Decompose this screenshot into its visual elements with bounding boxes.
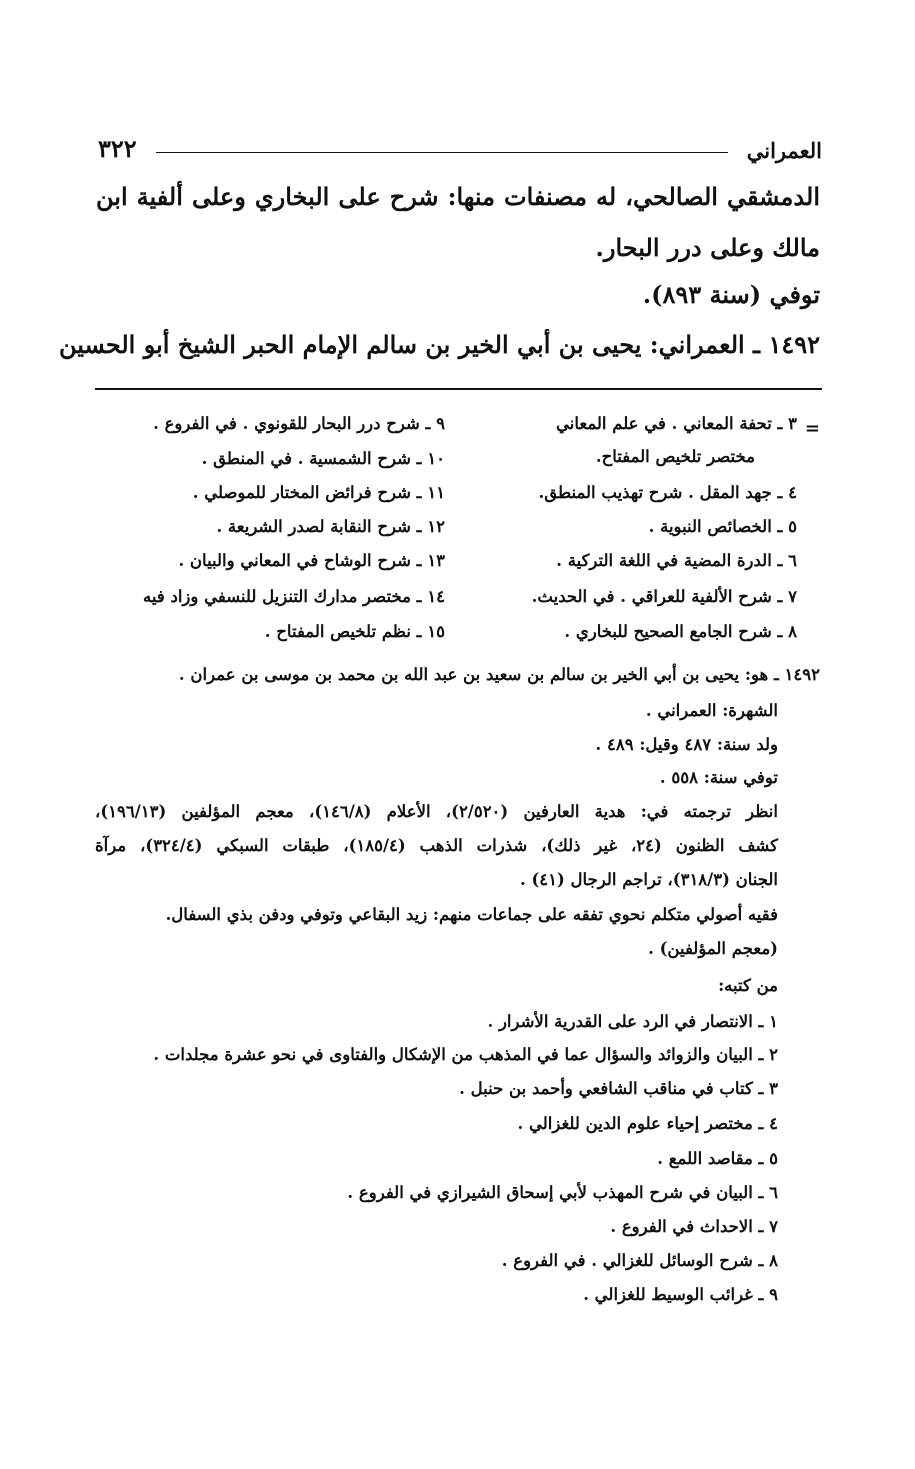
footnote-line: ٧ ـ الاحداث في الفروع . [610, 1217, 778, 1236]
footnote-line: ٢ ـ البيان والزوائد والسؤال عما في المذهب من الإشكال والفتاوى في نحو عشرة مجلدات . [153, 1045, 778, 1064]
footnote-line: ٣ ـ كتاب في مناقب الشافعي وأحمد بن حنبل . [459, 1079, 778, 1098]
list-item: ١٢ ـ شرح النقابة لصدر الشريعة . [216, 517, 445, 536]
running-header [98, 134, 822, 168]
footnote-line: ١٤٩٢ ـ هو: يحيى بن أبي الخير بن سالم بن سعيد بن عبد الله بن محمد بن موسى بن عمران . [178, 665, 820, 684]
list-item: ٩ ـ شرح درر البحار للقونوي . في الفروع . [153, 414, 445, 433]
body-line: مالك وعلى درر البحار. [595, 233, 820, 262]
footnote-line: ولد سنة: ٤٨٧ وقيل: ٤٨٩ . [595, 735, 778, 754]
footnote-line: كشف الظنون (٢٤، غير ذلك)، شذرات الذهب (١٨٥/٤)، طبقات السبكي (٣٢٤/٤)، مرآة [95, 836, 778, 855]
footnote-rule [95, 388, 822, 390]
running-title: العمراني [746, 138, 822, 163]
list-item: ١١ ـ شرح فرائض المختار للموصلي . [192, 483, 445, 502]
footnote-line: (معجم المؤلفين) . [648, 939, 778, 958]
list-item: ١٠ ـ شرح الشمسية . في المنطق . [201, 449, 445, 468]
continuation-marker: = [804, 418, 820, 439]
footnote-line: ٩ ـ غرائب الوسيط للغزالي . [583, 1285, 778, 1304]
footnote-line: ٦ ـ البيان في شرح المهذب لأبي إسحاق الشيرازي في الفروع . [347, 1183, 778, 1202]
list-item: ٤ ـ جهد المقل . شرح تهذيب المنطق. [538, 483, 797, 502]
footnote-line: ٤ ـ مختصر إحياء علوم الدين للغزالي . [517, 1114, 778, 1133]
footnote-line: توفي سنة: ٥٥٨ . [659, 768, 778, 787]
list-item: ٣ ـ تحفة المعاني . في علم المعاني [556, 414, 797, 433]
header-rule [156, 152, 728, 153]
body-line: الدمشقي الصالحي، له مصنفات منها: شرح على البخاري وعلى ألفية ابن [96, 182, 820, 211]
footnote-line: الجنان (٣١٨/٣)، تراجم الرجال (٤١) . [519, 870, 778, 889]
list-item: ٥ ـ الخصائص النبوية . [648, 517, 797, 536]
footnote-line: فقيه أصولي متكلم نحوي تفقه على جماعات منهم: زيد البقاعي وتوفي ودفن بذي السفال. [165, 905, 778, 924]
footnote-line: ١ ـ الانتصار في الرد على القدرية الأشرار . [487, 1012, 778, 1031]
list-item: ١٥ ـ نظم تلخيص المفتاح . [264, 622, 445, 641]
list-item: ٨ ـ شرح الجامع الصحيح للبخاري . [564, 622, 797, 641]
footnote-line: ٨ ـ شرح الوسائل للغزالي . في الفروع . [501, 1251, 778, 1270]
list-item: ١٤ ـ مختصر مدارك التنزيل للنسفي وزاد فيه [143, 587, 445, 606]
list-item: ٧ ـ شرح الألفية للعراقي . في الحديث. [531, 587, 797, 606]
entry-heading: ١٤٩٢ ـ العمراني: يحيى بن أبي الخير بن سالم الإمام الحبر الشيخ أبو الحسين [58, 330, 820, 359]
body-line: توفي (سنة ٨٩٣). [642, 280, 820, 309]
footnote-line: ٥ ـ مقاصد اللمع . [657, 1149, 778, 1168]
footnote-line: الشهرة: العمراني . [645, 701, 778, 720]
list-item: ١٣ ـ شرح الوشاح في المعاني والبيان . [178, 551, 445, 570]
footnote-line: من كتبه: [718, 976, 778, 995]
page-number: ٣٢٢ [98, 134, 137, 163]
list-item: ٦ ـ الدرة المضية في اللغة التركية . [556, 551, 797, 570]
list-item: مختصر تلخيص المفتاح. [595, 447, 755, 466]
footnote-line: انظر ترجمته في: هدية العارفين (٢/٥٢٠)، الأعلام (١٤٦/٨)، معجم المؤلفين (١٩٦/١٣)، [95, 802, 778, 821]
